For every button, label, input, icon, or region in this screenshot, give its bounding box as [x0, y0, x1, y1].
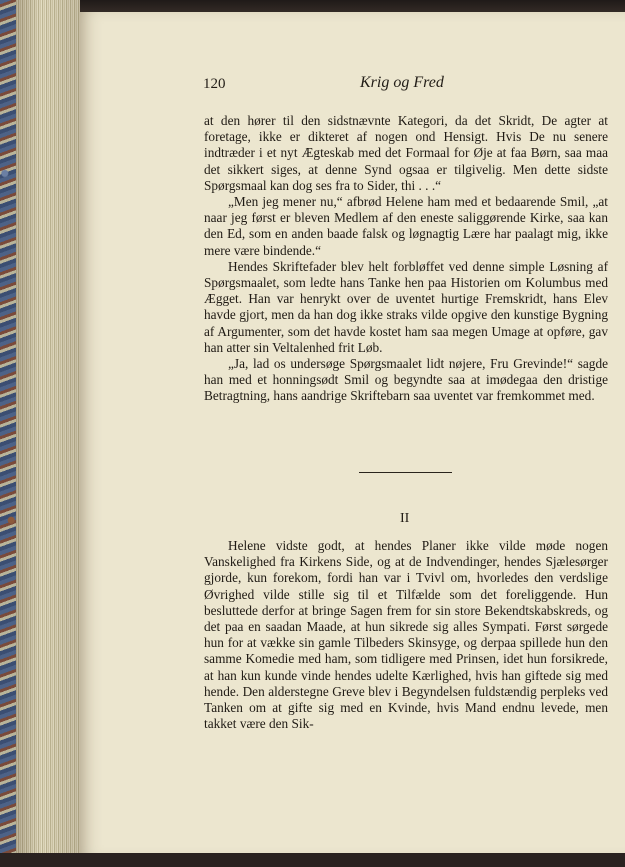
bottom-edge — [0, 853, 625, 867]
page-number: 120 — [203, 76, 226, 92]
paragraph: Hendes Skriftefader blev helt forbløffet ved denne simple Løsning af Spørgsmaalet, som ledte hans Tanke hen paa Historien om Kolumbus med Ægget. Han var henrykt over de uventet hurtige Fremskridt, hans Elev havde gjort, men da han dog ikke straks vilde opgive den kunstige Bygning af Argumenter, som det havde kostet ham saa megen Umage at opføre, gav han atter sin Veltalenhed frit Løb. — [204, 258, 608, 355]
paragraph: at den hører til den sidstnævnte Kategori, da det Skridt, De agter at foretage, ikke er dikteret af nogen ond Hensigt. Hvis De nu senere indtræder i et nyt Ægteskab med det Formaal for Øje at faa Børn, saa maa det sikkert siges, at denne Synd ogsaa er tilgivelig. Men dette sidste Spørgsmaal kan dog ses fra to Sider, thi . . .“ — [204, 113, 608, 193]
section-divider — [359, 472, 452, 473]
section-heading: II — [400, 511, 410, 526]
marbled-cover-edge — [0, 0, 16, 867]
text-block-section-1 — [204, 113, 608, 405]
text-block-section-2 — [204, 538, 608, 732]
paragraph: „Ja, lad os undersøge Spørgsmaalet lidt nøjere, Fru Grevinde!“ sagde han med et honningsødt Smil og begyndte saa at imødegaa den dristige Betragtning, hans aandrige Skriftebarn saa uventet var fremkommet med. — [204, 356, 608, 404]
paragraph: „Men jeg mener nu,“ afbrød Helene ham med et bedaarende Smil, „at naar jeg først er bleven Medlem af den eneste saliggørende Kirke, saa kan den Ed, som en anden baade falsk og løgnagtig Lære har paalagt mig, ikke mere være bindende.“ — [204, 194, 608, 258]
running-title: Krig og Fred — [360, 74, 444, 91]
page-stack-shading — [16, 0, 80, 867]
paragraph: Helene vidste godt, at hendes Planer ikke vilde møde nogen Vanskelighed fra Kirkens Side, og at de Indvendinger, hendes Sjælesørger gjorde, kun forekom, fordi han var i Tvivl om, hvorledes den verdslige Øvrighed vilde stille sig til et Tilfælde som det foreliggende. Hun besluttede derfor at bringe Sagen frem for sin store Bekendtskabskreds, og det paa en saadan Maade, at hun sikrede sig alles Sympati. Først sørgede hun for at vække sin gamle Tilbeders Skinsyge, og derpaa spillede hun den samme Komedie med ham, som tidligere med Prinsen, idet hun forsikrede, at han kun kunde vinde hendes udelte Kærlighed, hvis han giftede sig med hende. Den alderstegne Greve blev i Begyndelsen fuldstændig perpleks ved Tanken om at gifte sig med en Kvinde, hvis Mand endnu levede, men takket være den Sik- — [204, 538, 608, 732]
